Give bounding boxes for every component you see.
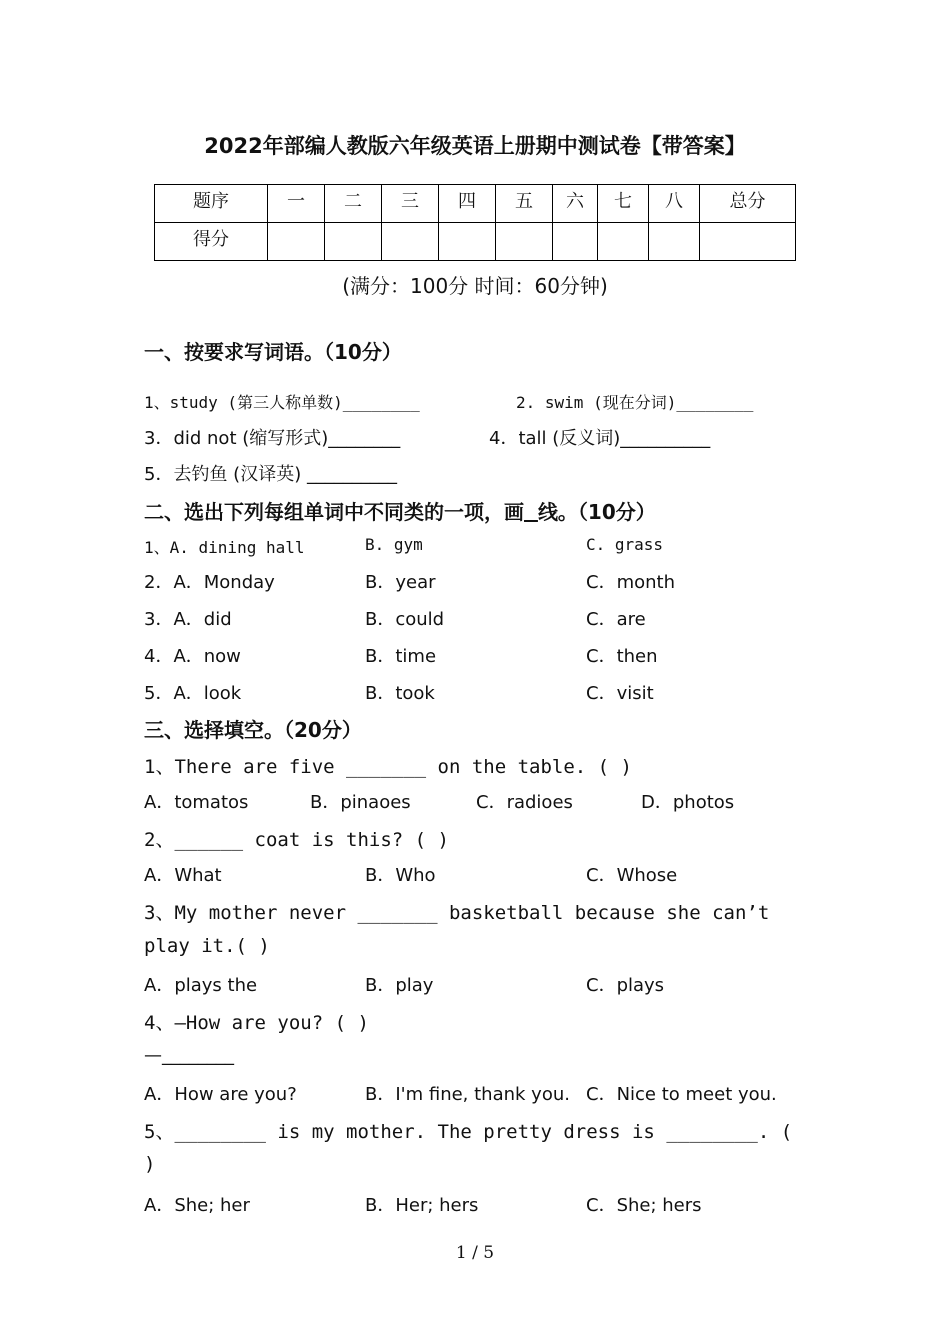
- section2-row4-b: B．time: [365, 646, 437, 667]
- score-cell: 六: [553, 185, 598, 223]
- score-empty-cell: [700, 223, 796, 261]
- score-empty-cell: [598, 223, 649, 261]
- score-empty-cell: [553, 223, 598, 261]
- section2-row2-a: 2．A．Monday: [144, 572, 275, 593]
- section3-q3-opt-c: C．plays: [586, 975, 665, 996]
- score-cell: 五: [496, 185, 553, 223]
- score-cell: 一: [268, 185, 325, 223]
- score-empty-cell: [496, 223, 553, 261]
- score-empty-cell: [268, 223, 325, 261]
- section3-q4-opt-c: C．Nice to meet you.: [586, 1084, 777, 1105]
- score-cell: 七: [598, 185, 649, 223]
- section2-row4-a: 4．A．now: [144, 646, 241, 667]
- section1-q3: 3．did not (缩写形式)________: [144, 428, 401, 449]
- section1-heading: 一、按要求写词语。（10分）: [144, 340, 402, 364]
- section3-q3-line1: 3、My mother never _______ basketball because she can’t: [144, 902, 770, 924]
- page-number: 1 / 5: [455, 1243, 495, 1263]
- section2-row1-a: 1、A. dining hall: [144, 538, 305, 557]
- section2-heading-part2: 线。（10分）: [537, 500, 656, 524]
- score-empty-cell: [382, 223, 439, 261]
- section3-q4: 4、—How are you? ( ): [144, 1012, 369, 1034]
- section2-heading-part1: 二、选出下列每组单词中不同类的一项，画: [144, 500, 524, 524]
- section3-q4-opt-a: A．How are you?: [144, 1084, 297, 1105]
- section3-q2-opt-b: B．Who: [365, 865, 436, 886]
- section2-row3-a: 3．A．did: [144, 609, 232, 630]
- score-cell: 得分: [155, 223, 268, 261]
- score-cell: 题序: [155, 185, 268, 223]
- score-cell: 二: [325, 185, 382, 223]
- section3-heading: 三、选择填空。（20分）: [144, 718, 362, 742]
- section2-row3-c: C．are: [586, 609, 646, 630]
- section3-q2-opt-c: C．Whose: [586, 865, 678, 886]
- section2-row2-b: B．year: [365, 572, 436, 593]
- section3-q5-line2: ): [144, 1153, 156, 1175]
- section1-q2: 2. swim (现在分词)________: [516, 393, 754, 412]
- score-empty-cell: [325, 223, 382, 261]
- score-table: [154, 184, 796, 261]
- section3-q5-opt-c: C．She; hers: [586, 1195, 702, 1216]
- section3-q1-opt-b: B．pinaoes: [310, 792, 411, 813]
- section3-q1-opt-c: C．radioes: [476, 792, 573, 813]
- section3-q2: 2、______ coat is this? ( ): [144, 829, 449, 851]
- score-table-header-row: [155, 185, 796, 223]
- section3-q5-line1: 5、________ is my mother. The pretty dress is ________. (: [144, 1121, 793, 1143]
- section3-q5-opt-b: B．Her; hers: [365, 1195, 479, 1216]
- section2-row5-b: B．took: [365, 683, 435, 704]
- score-cell: 八: [649, 185, 700, 223]
- score-table-score-row: [155, 223, 796, 261]
- section2-row5-a: 5．A．look: [144, 683, 242, 704]
- section3-q3-line2: play it.( ): [144, 935, 270, 957]
- section3-q1: 1、There are five _______ on the table. ( ): [144, 756, 632, 778]
- score-time-info: (满分：100分 时间：60分钟): [342, 274, 608, 298]
- section3-q2-opt-a: A．What: [144, 865, 222, 886]
- section2-row3-b: B．could: [365, 609, 445, 630]
- section1-q4: 4．tall (反义词)__________: [489, 428, 711, 449]
- section3-q4-opt-b: B．I'm fine, thank you.: [365, 1084, 570, 1105]
- section1-q1: 1、study (第三人称单数)________: [144, 393, 420, 412]
- section3-q4-answer: —________: [144, 1045, 234, 1066]
- score-cell: 三: [382, 185, 439, 223]
- section2-row1-b: B. gym: [365, 535, 423, 554]
- section2-heading-blank: [524, 500, 538, 524]
- score-cell: 总分: [700, 185, 796, 223]
- section2-row5-c: C．visit: [586, 683, 654, 704]
- section2-row1-c: C. grass: [586, 535, 664, 554]
- section1-q5: 5．去钓鱼 (汉译英) __________: [144, 464, 397, 485]
- section3-q5-opt-a: A．She; her: [144, 1195, 250, 1216]
- section3-q1-opt-d: D．photos: [641, 792, 735, 813]
- section3-q1-opt-a: A．tomatos: [144, 792, 249, 813]
- score-empty-cell: [439, 223, 496, 261]
- section2-row2-c: C．month: [586, 572, 675, 593]
- section2-heading: [144, 496, 656, 525]
- section3-q3-opt-b: B．play: [365, 975, 434, 996]
- score-empty-cell: [649, 223, 700, 261]
- page-title: 2022年部编人教版六年级英语上册期中测试卷【带答案】: [204, 134, 746, 158]
- section3-q3-opt-a: A．plays the: [144, 975, 258, 996]
- score-cell: 四: [439, 185, 496, 223]
- section2-row4-c: C．then: [586, 646, 658, 667]
